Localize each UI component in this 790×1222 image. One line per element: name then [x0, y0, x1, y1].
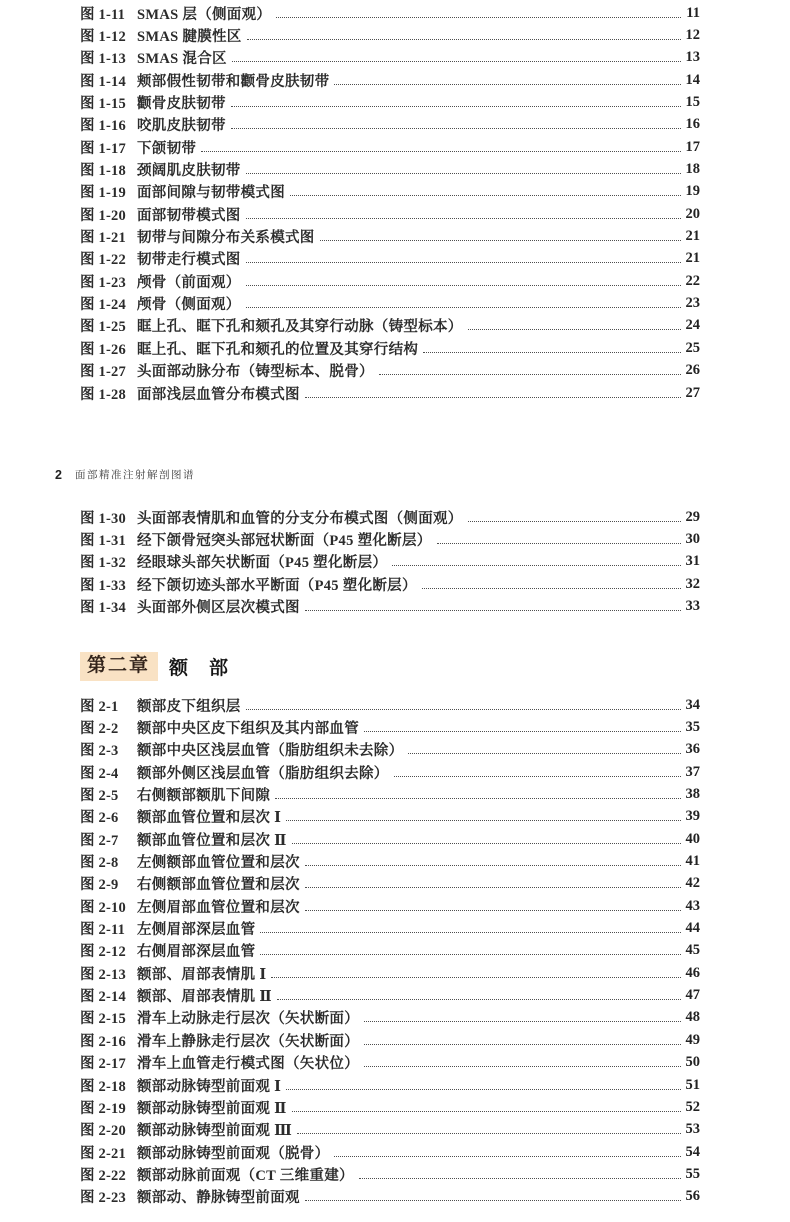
toc-entry	[80, 761, 700, 783]
dot-leader	[246, 262, 681, 263]
page-number: 25	[685, 339, 700, 356]
page-number: 23	[685, 295, 700, 312]
dot-leader	[246, 285, 681, 286]
figure-label: 图 1-17	[80, 140, 126, 157]
figure-label: 图 2-13	[80, 966, 126, 983]
toc-section-chapter2-figures	[80, 694, 700, 1208]
dot-leader	[275, 798, 681, 799]
page-number: 15	[685, 94, 700, 111]
dot-leader	[292, 843, 681, 844]
page-number: 49	[685, 1031, 700, 1048]
page-number: 41	[685, 853, 700, 870]
figure-label: 图 2-8	[80, 855, 119, 872]
dot-leader	[246, 307, 681, 308]
page-number: 16	[685, 116, 700, 133]
dot-leader	[423, 352, 681, 353]
figure-title: 下颌韧带	[137, 140, 197, 157]
figure-label: 图 2-10	[80, 899, 126, 916]
toc-entry	[80, 382, 700, 404]
dot-leader	[271, 977, 681, 978]
page-number: 39	[685, 808, 700, 825]
page-number: 34	[685, 696, 700, 713]
page-number: 47	[685, 987, 700, 1004]
dot-leader	[276, 17, 681, 18]
toc-entry	[80, 828, 700, 850]
page-number: 13	[685, 49, 700, 66]
page-number: 52	[685, 1098, 700, 1115]
dot-leader	[260, 932, 681, 933]
page-number: 44	[685, 920, 700, 937]
figure-title: 额部、眉部表情肌 Ⅰ	[137, 966, 267, 983]
figure-title: 颅骨（侧面观）	[137, 297, 241, 314]
toc-entry	[80, 270, 700, 292]
page-number: 55	[685, 1165, 700, 1182]
dot-leader	[260, 954, 681, 955]
dot-leader	[286, 820, 681, 821]
figure-label: 图 2-1	[80, 698, 119, 715]
figure-label: 图 1-28	[80, 386, 126, 403]
page-number: 14	[685, 71, 700, 88]
figure-title: 面部浅层血管分布模式图	[137, 386, 300, 403]
dot-leader	[392, 565, 681, 566]
page-number: 31	[685, 553, 700, 570]
toc-entry	[80, 1186, 700, 1208]
page-number: 19	[685, 183, 700, 200]
figure-label: 图 2-22	[80, 1167, 126, 1184]
figure-title: 滑车上动脉走行层次（矢状断面）	[137, 1011, 359, 1028]
figure-title: 额部血管位置和层次 Ⅰ	[137, 810, 282, 827]
chapter-number-badge: 第二章	[80, 652, 158, 681]
dot-leader	[246, 173, 681, 174]
toc-entry	[80, 806, 700, 828]
page-number: 26	[685, 362, 700, 379]
toc-entry	[80, 1119, 700, 1141]
page-number: 56	[685, 1188, 700, 1205]
dot-leader	[320, 240, 681, 241]
toc-entry	[80, 91, 700, 113]
figure-title: 左侧额部血管位置和层次	[137, 855, 300, 872]
figure-label: 图 2-11	[80, 922, 126, 939]
dot-leader	[364, 1044, 681, 1045]
toc-entry	[80, 984, 700, 1006]
figure-label: 图 1-20	[80, 207, 126, 224]
figure-label: 图 2-18	[80, 1078, 126, 1095]
running-header	[55, 467, 195, 482]
dot-leader	[231, 106, 681, 107]
figure-title: 眶上孔、眶下孔和颏孔及其穿行动脉（铸型标本）	[137, 319, 463, 336]
toc-entry	[80, 2, 700, 24]
running-book-title: 面部精准注射解剖图谱	[74, 469, 195, 481]
dot-leader	[290, 195, 681, 196]
figure-label: 图 2-2	[80, 721, 119, 738]
figure-title: 左侧眉部血管位置和层次	[137, 899, 300, 916]
figure-title: 额部动脉铸型前面观 Ⅱ	[137, 1100, 287, 1117]
toc-entry	[80, 739, 700, 761]
figure-title: 头面部表情肌和血管的分支分布模式图（侧面观）	[137, 510, 463, 527]
dot-leader	[364, 1066, 681, 1067]
figure-label: 图 2-6	[80, 810, 119, 827]
figure-title: 额部动脉前面观（CT 三维重建）	[137, 1167, 354, 1184]
toc-entry	[80, 114, 700, 136]
figure-label: 图 1-14	[80, 73, 126, 90]
figure-title: SMAS 混合区	[137, 51, 227, 68]
toc-entry	[80, 573, 700, 595]
figure-title: 额部、眉部表情肌 Ⅱ	[137, 989, 272, 1006]
figure-label: 图 2-19	[80, 1100, 126, 1117]
figure-label: 图 2-7	[80, 832, 119, 849]
toc-entry	[80, 1052, 700, 1074]
figure-title: 眶上孔、眶下孔和颏孔的位置及其穿行结构	[137, 341, 419, 358]
figure-label: 图 1-21	[80, 230, 126, 247]
dot-leader	[334, 1156, 681, 1157]
figure-title: 头面部动脉分布（铸型标本、脱骨）	[137, 364, 374, 381]
toc-entry	[80, 315, 700, 337]
page-number: 22	[685, 272, 700, 289]
figure-title: 额部血管位置和层次 Ⅱ	[137, 832, 287, 849]
dot-leader	[247, 39, 681, 40]
page-number: 21	[685, 250, 700, 267]
figure-label: 图 2-16	[80, 1033, 126, 1050]
toc-entry	[80, 595, 700, 617]
figure-label: 图 1-19	[80, 185, 126, 202]
dot-leader	[394, 776, 681, 777]
toc-entry	[80, 292, 700, 314]
dot-leader	[437, 543, 681, 544]
dot-leader	[422, 588, 681, 589]
dot-leader	[297, 1133, 681, 1134]
page-number: 33	[685, 598, 700, 615]
figure-label: 图 1-31	[80, 533, 126, 550]
figure-label: 图 1-25	[80, 319, 126, 336]
toc-entry	[80, 1007, 700, 1029]
page-number: 42	[685, 875, 700, 892]
page-number: 51	[685, 1076, 700, 1093]
toc-entry	[80, 940, 700, 962]
figure-title: 右侧额部额肌下间隙	[137, 788, 271, 805]
figure-title: 头面部外侧区层次模式图	[137, 600, 300, 617]
dot-leader	[292, 1111, 681, 1112]
figure-title: 韧带与间隙分布关系模式图	[137, 230, 315, 247]
toc-entry	[80, 225, 700, 247]
page-number: 37	[685, 763, 700, 780]
page-number: 43	[685, 897, 700, 914]
figure-title: 韧带走行模式图	[137, 252, 241, 269]
figure-title: SMAS 层（侧面观）	[137, 6, 272, 23]
dot-leader	[231, 128, 681, 129]
figure-label: 图 1-34	[80, 600, 126, 617]
dot-leader	[305, 865, 681, 866]
figure-label: 图 2-14	[80, 989, 126, 1006]
figure-label: 图 1-26	[80, 341, 126, 358]
page-number: 11	[686, 4, 700, 21]
figure-title: 经下颌切迹头部水平断面（P45 塑化断层）	[137, 577, 417, 594]
figure-title: 右侧额部血管位置和层次	[137, 877, 300, 894]
page-number: 50	[685, 1054, 700, 1071]
figure-label: 图 1-15	[80, 96, 126, 113]
figure-label: 图 2-17	[80, 1056, 126, 1073]
figure-label: 图 1-22	[80, 252, 126, 269]
figure-label: 图 2-4	[80, 765, 119, 782]
toc-entry	[80, 917, 700, 939]
page-number: 45	[685, 942, 700, 959]
toc-entry	[80, 360, 700, 382]
figure-title: 颈阔肌皮肤韧带	[137, 163, 241, 180]
figure-label: 图 1-30	[80, 510, 126, 527]
toc-entry	[80, 24, 700, 46]
figure-label: 图 2-12	[80, 944, 126, 961]
dot-leader	[201, 151, 681, 152]
dot-leader	[286, 1089, 681, 1090]
dot-leader	[364, 1021, 681, 1022]
dot-leader	[277, 999, 681, 1000]
toc-entry	[80, 850, 700, 872]
dot-leader	[305, 1200, 681, 1201]
page-number: 46	[685, 964, 700, 981]
page-number: 30	[685, 531, 700, 548]
figure-title: 额部动脉铸型前面观 Ⅰ	[137, 1078, 282, 1095]
figure-label: 图 1-11	[80, 6, 126, 23]
figure-title: 咬肌皮肤韧带	[137, 118, 226, 135]
figure-label: 图 2-3	[80, 743, 119, 760]
toc-entry	[80, 136, 700, 158]
toc-entry	[80, 1141, 700, 1163]
page-number: 38	[685, 786, 700, 803]
page-number: 48	[685, 1009, 700, 1026]
toc-entry	[80, 694, 700, 716]
figure-label: 图 1-16	[80, 118, 126, 135]
figure-title: 右侧眉部深层血管	[137, 944, 256, 961]
figure-title: 额部中央区皮下组织及其内部血管	[137, 721, 359, 738]
figure-label: 图 1-24	[80, 297, 126, 314]
figure-title: 额部动、静脉铸型前面观	[137, 1190, 300, 1207]
running-page-number: 2	[55, 467, 62, 482]
page-number: 12	[685, 27, 700, 44]
dot-leader	[379, 374, 681, 375]
dot-leader	[305, 397, 681, 398]
toc-entry	[80, 551, 700, 573]
figure-label: 图 1-33	[80, 577, 126, 594]
figure-title: 额部动脉铸型前面观 Ⅲ	[137, 1123, 293, 1140]
toc-entry	[80, 873, 700, 895]
figure-title: 滑车上血管走行模式图（矢状位）	[137, 1056, 359, 1073]
toc-entry	[80, 181, 700, 203]
toc-entry	[80, 1074, 700, 1096]
page-number: 20	[685, 205, 700, 222]
figure-label: 图 1-13	[80, 51, 126, 68]
figure-label: 图 2-20	[80, 1123, 126, 1140]
figure-title: 额部动脉铸型前面观（脱骨）	[137, 1145, 330, 1162]
figure-label: 图 2-15	[80, 1011, 126, 1028]
figure-title: 颊部假性韧带和颧骨皮肤韧带	[137, 73, 330, 90]
toc-entry	[80, 248, 700, 270]
toc-entry	[80, 1029, 700, 1051]
page-number: 24	[685, 317, 700, 334]
toc-entry	[80, 1096, 700, 1118]
figure-label: 图 2-21	[80, 1145, 126, 1162]
figure-title: 额部外侧区浅层血管（脂肪组织去除）	[137, 765, 389, 782]
page-number: 18	[685, 161, 700, 178]
toc-entry	[80, 47, 700, 69]
dot-leader	[359, 1178, 681, 1179]
figure-label: 图 1-27	[80, 364, 126, 381]
figure-label: 图 1-12	[80, 29, 126, 46]
figure-label: 图 1-23	[80, 274, 126, 291]
page-number: 35	[685, 719, 700, 736]
toc-entry	[80, 158, 700, 180]
figure-label: 图 2-5	[80, 788, 119, 805]
dot-leader	[468, 329, 681, 330]
chapter-title: 额 部	[169, 657, 230, 679]
dot-leader	[364, 731, 681, 732]
figure-title: 面部间隙与韧带模式图	[137, 185, 285, 202]
figure-title: 经眼球头部矢状断面（P45 塑化断层）	[137, 555, 388, 572]
figure-title: SMAS 腱膜性区	[137, 29, 242, 46]
figure-label: 图 2-23	[80, 1190, 126, 1207]
figure-title: 滑车上静脉走行层次（矢状断面）	[137, 1033, 359, 1050]
figure-title: 颅骨（前面观）	[137, 274, 241, 291]
dot-leader	[408, 753, 681, 754]
page-number: 27	[685, 384, 700, 401]
toc-section-chapter1-figures-continued	[80, 506, 700, 618]
dot-leader	[232, 61, 681, 62]
dot-leader	[305, 887, 681, 888]
toc-entry	[80, 716, 700, 738]
page-number: 21	[685, 228, 700, 245]
page-number: 36	[685, 741, 700, 758]
page-number: 53	[685, 1121, 700, 1138]
toc-entry	[80, 506, 700, 528]
figure-label: 图 1-18	[80, 163, 126, 180]
dot-leader	[305, 910, 681, 911]
toc-entry	[80, 337, 700, 359]
figure-title: 额部皮下组织层	[137, 698, 241, 715]
page-number: 32	[685, 575, 700, 592]
chapter-heading	[80, 652, 229, 681]
toc-entry	[80, 528, 700, 550]
figure-title: 面部韧带模式图	[137, 207, 241, 224]
figure-title: 左侧眉部深层血管	[137, 922, 256, 939]
toc-section-chapter1-figures	[80, 2, 700, 404]
page-number: 40	[685, 830, 700, 847]
dot-leader	[468, 521, 681, 522]
page-number: 54	[685, 1143, 700, 1160]
figure-title: 颧骨皮肤韧带	[137, 96, 226, 113]
dot-leader	[246, 709, 681, 710]
figure-title: 经下颌骨冠突头部冠状断面（P45 塑化断层）	[137, 533, 432, 550]
toc-entry	[80, 895, 700, 917]
page-number: 17	[685, 138, 700, 155]
figure-label: 图 1-32	[80, 555, 126, 572]
figure-title: 额部中央区浅层血管（脂肪组织未去除）	[137, 743, 404, 760]
page-number: 29	[685, 508, 700, 525]
dot-leader	[305, 610, 681, 611]
figure-label: 图 2-9	[80, 877, 119, 894]
toc-entry	[80, 203, 700, 225]
dot-leader	[334, 84, 681, 85]
toc-entry	[80, 783, 700, 805]
toc-entry	[80, 69, 700, 91]
toc-entry	[80, 1163, 700, 1185]
dot-leader	[246, 218, 681, 219]
toc-entry	[80, 962, 700, 984]
